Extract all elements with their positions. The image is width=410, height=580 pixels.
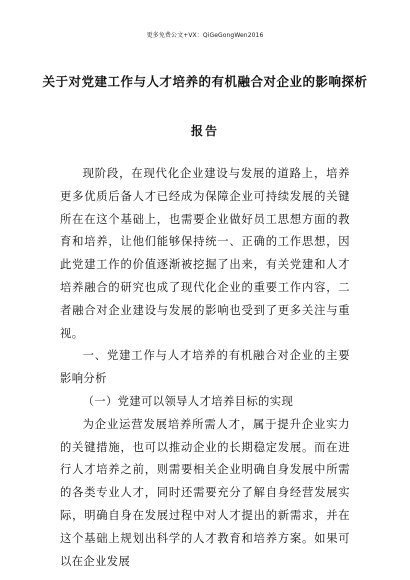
document-subtitle: 报告 [190,124,219,138]
document-body [60,163,350,573]
section-heading: 一、党建工作与人才培养的有机融合对企业的主要影响分析 [60,349,350,386]
subsection-heading: （一）党建可以领导人才培养目标的实现 [82,394,294,408]
paragraph-body: 为企业运营发展培养所需人才，属于提升企业实力的关键措施，也可以推动企业的长期稳定发展。而在进行人才培养之前，则需要相关企业明确自身发展中所需的各类专业人才，同时还需要充分了解自身经营发展实际，明确自身在发展过程中对人才提出的新需求，并在这个基础上规划出科学的人才教育和培养方案。如果可以在企业发展 [60,417,350,568]
document-title: 关于对党建工作与人才培养的有机融合对企业的影响探析 [42,74,368,89]
paragraph-intro: 现阶段，在现代化企业建设与发展的道路上，培养更多优质后备人才已经成为保障企业可持续发展的关键所在在这个基础上，也需要企业做好员工思想方面的教育和培养，让他们能够保持统一、正确的工作思想，因此党建工作的价值逐渐被挖掘了出来，有关党建和人才培养融合的研究也成了现代化企业的重要工作内容，二者融合对企业建设与发展的影响也受到了更多关注与重视。 [60,167,350,340]
header-note: 更多免费公文+VX：QiGeGongWen2016 [146,32,264,39]
